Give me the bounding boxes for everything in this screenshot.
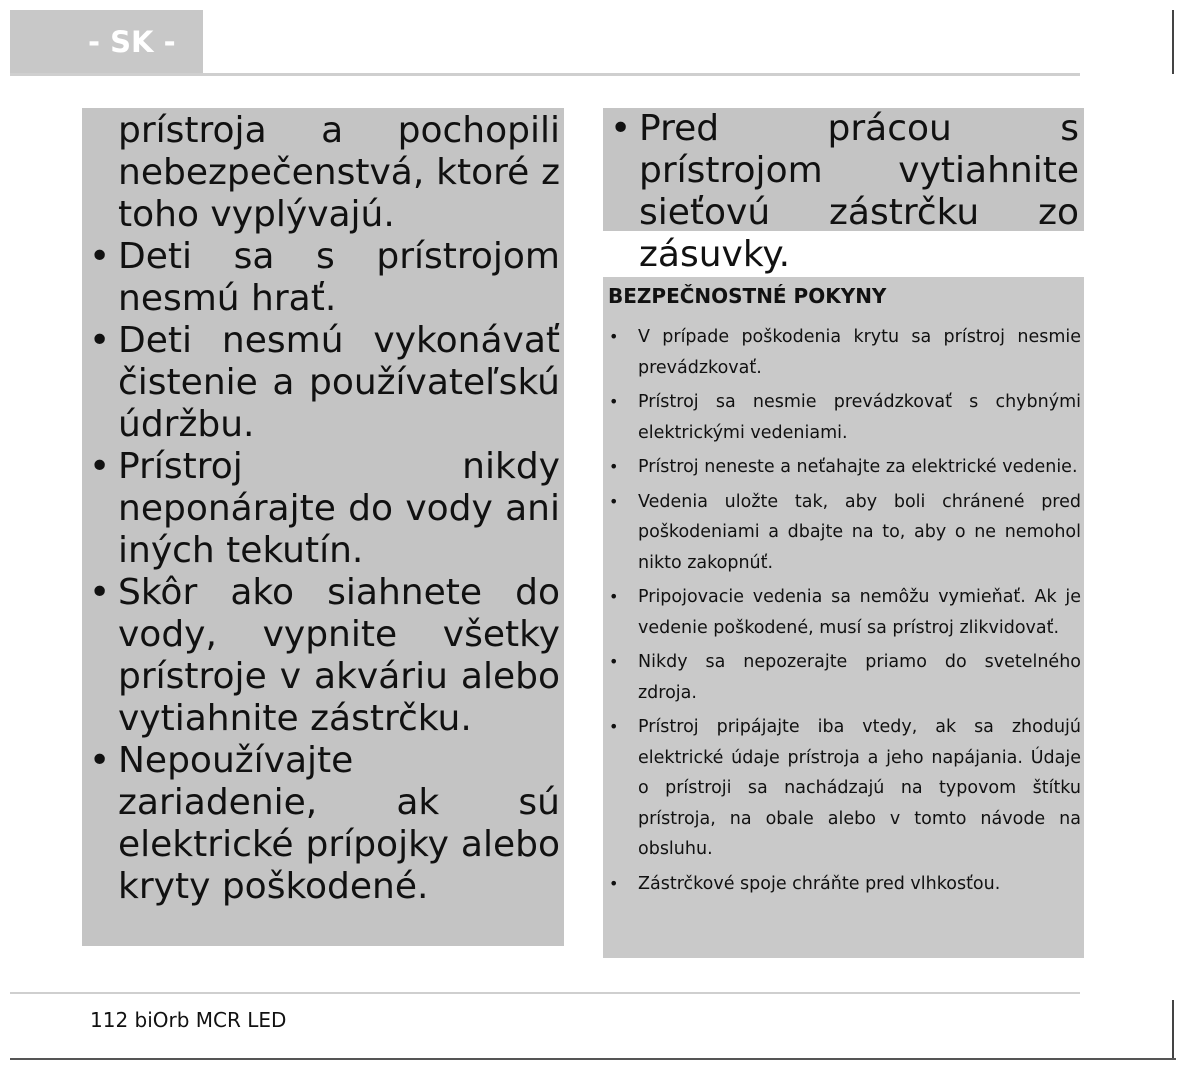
bullet-icon: • bbox=[609, 327, 619, 346]
left-text-panel bbox=[82, 108, 564, 946]
bullet-icon: • bbox=[609, 717, 619, 736]
safety-item: • Prístroj sa nesmie prevádzkovať s chybnými elektrickými vedeniami. bbox=[603, 387, 1081, 448]
safety-list bbox=[603, 322, 1084, 899]
left-item: • Skôr ako siahnete do vody, vypnite všetky prístroje v akváriu alebo vytiahnite zástrčku. bbox=[89, 572, 560, 739]
left-item: • Prístroj nikdy neponárajte do vody ani iných tekutín. bbox=[89, 446, 560, 571]
safety-item: • Nikdy sa nepozerajte priamo do svetelného zdroja. bbox=[603, 647, 1081, 708]
header-divider bbox=[10, 73, 1080, 76]
bullet-icon: • bbox=[609, 873, 619, 893]
bullet-icon: • bbox=[609, 457, 619, 476]
bullet-icon: • bbox=[609, 392, 619, 411]
bullet-icon: • bbox=[89, 446, 111, 487]
safety-item: • Prístroj neneste a neťahajte za elektrické vedenie. bbox=[603, 452, 1081, 483]
left-item: • Deti sa s prístrojom nesmú hrať. bbox=[89, 236, 560, 319]
left-item: • Deti nesmú vykonávať čistenie a používateľskú údržbu. bbox=[89, 320, 560, 445]
bullet-icon: • bbox=[89, 572, 111, 613]
safety-heading: BEZPEČNOSTNÉ POKYNY bbox=[608, 284, 887, 308]
unplug-notice: • Pred prácou s prístrojom vytiahnite sieťovú zástrčku zo zásuvky. bbox=[610, 108, 1079, 275]
safety-item: • Vedenia uložte tak, aby boli chránené pred poškodeniami a dbajte na to, aby o ne nemohol nikto zakopnúť. bbox=[603, 487, 1081, 579]
bullet-icon: • bbox=[609, 587, 619, 606]
page-footer: 112 biOrb MCR LED bbox=[90, 1008, 287, 1032]
footer-divider bbox=[10, 992, 1080, 994]
safety-instructions-panel bbox=[603, 277, 1084, 958]
bullet-icon: • bbox=[89, 236, 111, 277]
bullet-icon: • bbox=[609, 491, 619, 511]
left-item-list bbox=[82, 108, 560, 908]
left-item: • Nepoužívajte zariadenie, ak sú elektrické prípojky alebo kryty poškodené. bbox=[89, 740, 560, 907]
bullet-icon: • bbox=[609, 652, 619, 671]
unplug-notice-panel bbox=[603, 108, 1084, 275]
crop-mark-bottom bbox=[1172, 1000, 1174, 1060]
bullet-icon: • bbox=[89, 320, 111, 361]
language-tab-label: - SK - bbox=[88, 25, 176, 59]
safety-item: • Prístroj pripájajte iba vtedy, ak sa zhodujú elektrické údaje prístroja a jeho napájania. Údaje o prístroji sa nachádzajú na typovom štítku prístroja, na obale alebo v tomto návode na obsluhu. bbox=[603, 712, 1081, 865]
bullet-icon: • bbox=[610, 108, 632, 149]
safety-item: • V prípade poškodenia krytu sa prístroj nesmie prevádzkovať. bbox=[603, 322, 1081, 383]
bullet-icon: • bbox=[89, 740, 111, 781]
safety-item: • Zástrčkové spoje chráňte pred vlhkosťou. bbox=[603, 869, 1081, 900]
safety-item: • Pripojovacie vedenia sa nemôžu vymieňať. Ak je vedenie poškodené, musí sa prístroj zlikvidovať. bbox=[603, 582, 1081, 643]
crop-mark-top bbox=[1172, 10, 1174, 74]
left-item: prístroja a pochopili nebezpečenstvá, ktoré z toho vyplývajú. bbox=[118, 110, 560, 235]
language-tab bbox=[10, 10, 203, 74]
page-bottom-border bbox=[10, 1058, 1176, 1060]
